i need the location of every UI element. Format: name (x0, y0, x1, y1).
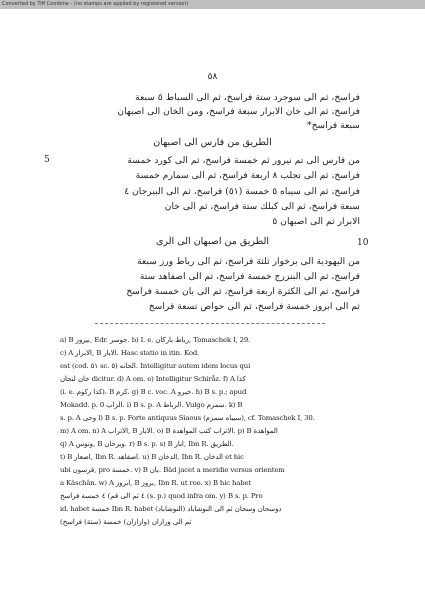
line-number: 5 (44, 155, 50, 165)
converter-banner-text: Converted by Tiff Combine - (no stamps are applied by registered version) (2, 1, 189, 7)
footnote-line: a) B نيرور, Edr. جوسر. b) I. e. رباط بارکان, Tomaschek I, 29. (60, 336, 251, 344)
section-heading-fars-isfahan: الطريق من فارس الى اصبهان (153, 137, 272, 148)
footnote-line: c) A الابرار, B الابار. Hasc statio in itin. Kod. (60, 349, 200, 357)
footnote-separator (95, 323, 325, 324)
footnote-line: (i. e. كذا ركوم)، B كرم. g) B c. voc. A خيرو. h) B s. p.; apud (60, 388, 247, 396)
footnote-line: a Kâschân. w) A ابروز, B بروز, Ibn R. ut roe. x) B hic habet (60, 479, 252, 487)
footnote-line: est (cod. ٥١ sc. ٥) الحانه. Intelligitur autem idem locus qui (60, 362, 251, 370)
footnote-line: Mokadd. p. 0 الزاب. i) B s. p. A الرباط. Vulgo سمرم. k) B (60, 401, 243, 409)
text-line: فراسخ، ثم الى خان الابرار سبعة فراسخ، ومن الخان الى اصبهان (117, 106, 360, 117)
text-line: سبعة فراسخ* (307, 120, 360, 131)
footnote-line: ubi قرسون, pro خمسة. v) B بان. Bâd jacet a meridie versus orientem (60, 466, 285, 474)
text-line: ثم الى ابروز خمسة فراسخ، ثم الى حواص تسعة فراسخ (148, 301, 360, 312)
footnote-line: s. p. A وحى l) B s. p. Forte antiquus Siaous (سيباه سمرم), cf. Tomaschek I, 30. (60, 414, 315, 422)
text-line: من فارس الى تم نيرور ثم خمسة فراسخ، ثم الى كورد خمسة (127, 155, 360, 166)
converter-banner (0, 0, 425, 9)
footnote-line: (ثم الى ورازان (وارازان) خمسة (ستة) فراسخ (60, 518, 192, 526)
text-line: فراسخ، ثم الى سوجرد ستة فراسخ، ثم الى السباط ٥ سبعة (135, 92, 360, 103)
footnote-line: m) A om. n) A الاتراب, B الابار. o) B الاتراب كتب المواهدة. p) B المواهدة (60, 427, 278, 435)
text-line: فراسخ، ثم الى البنزرج خمسة فراسخ، ثم الى اصفاهد ستة (139, 271, 360, 282)
footnote-line: ٤ خمسة فراسخ (٤ ثم الى قم (s. p.) quod infra om. y) B s. p. Pro (60, 492, 263, 500)
footnote-line: خان لنجان dicitur. d) A om. e) Intelligitur Schiråz. f) A كذا (60, 375, 246, 383)
page-number: ٥٨ (207, 72, 218, 82)
text-line: سبعة فراسخ، ثم الى كبلك ستة فراسخ، ثم الى خان (164, 201, 360, 212)
text-line: فراسخ، ثم الى تجلب ٨ اربعة فراسخ، ثم الى سمارم خمسة (135, 170, 360, 181)
text-line: الابرار ثم الى اصبهان ٥ (272, 216, 360, 227)
footnote-line: id. habet خمسة Ibn R. habet دوسحان وسحان ثم الى النوشاباد (النوشاباد) (60, 505, 282, 513)
text-line: فراسخ، ثم الى الكثرة اربعة فراسخ، ثم الى بان خمسة فراسخ (126, 286, 360, 297)
footnote-line: q) A ونوس, B ويرحان. r) B s. p. s) B ابار, Ibn R. الطريق. (60, 440, 234, 448)
text-line: فراسخ، ثم الى سيباه ٥ خمسة (٥١) فراسخ، ثم الى البيرجان ٤ (124, 186, 360, 197)
text-line: من اليهودية الى برخوار ثلثة فراسخ، ثم الى رباط ورز سبعة (137, 256, 360, 267)
line-number: 10 (357, 238, 369, 248)
section-heading-isfahan-rayy: الطريق من اصبهان الى الرى (155, 236, 270, 247)
footnote-line: t) B اصعار, Ibn R. اصفاهد. u) B الدخان, Ibn R. الدخان et hic (60, 453, 244, 461)
